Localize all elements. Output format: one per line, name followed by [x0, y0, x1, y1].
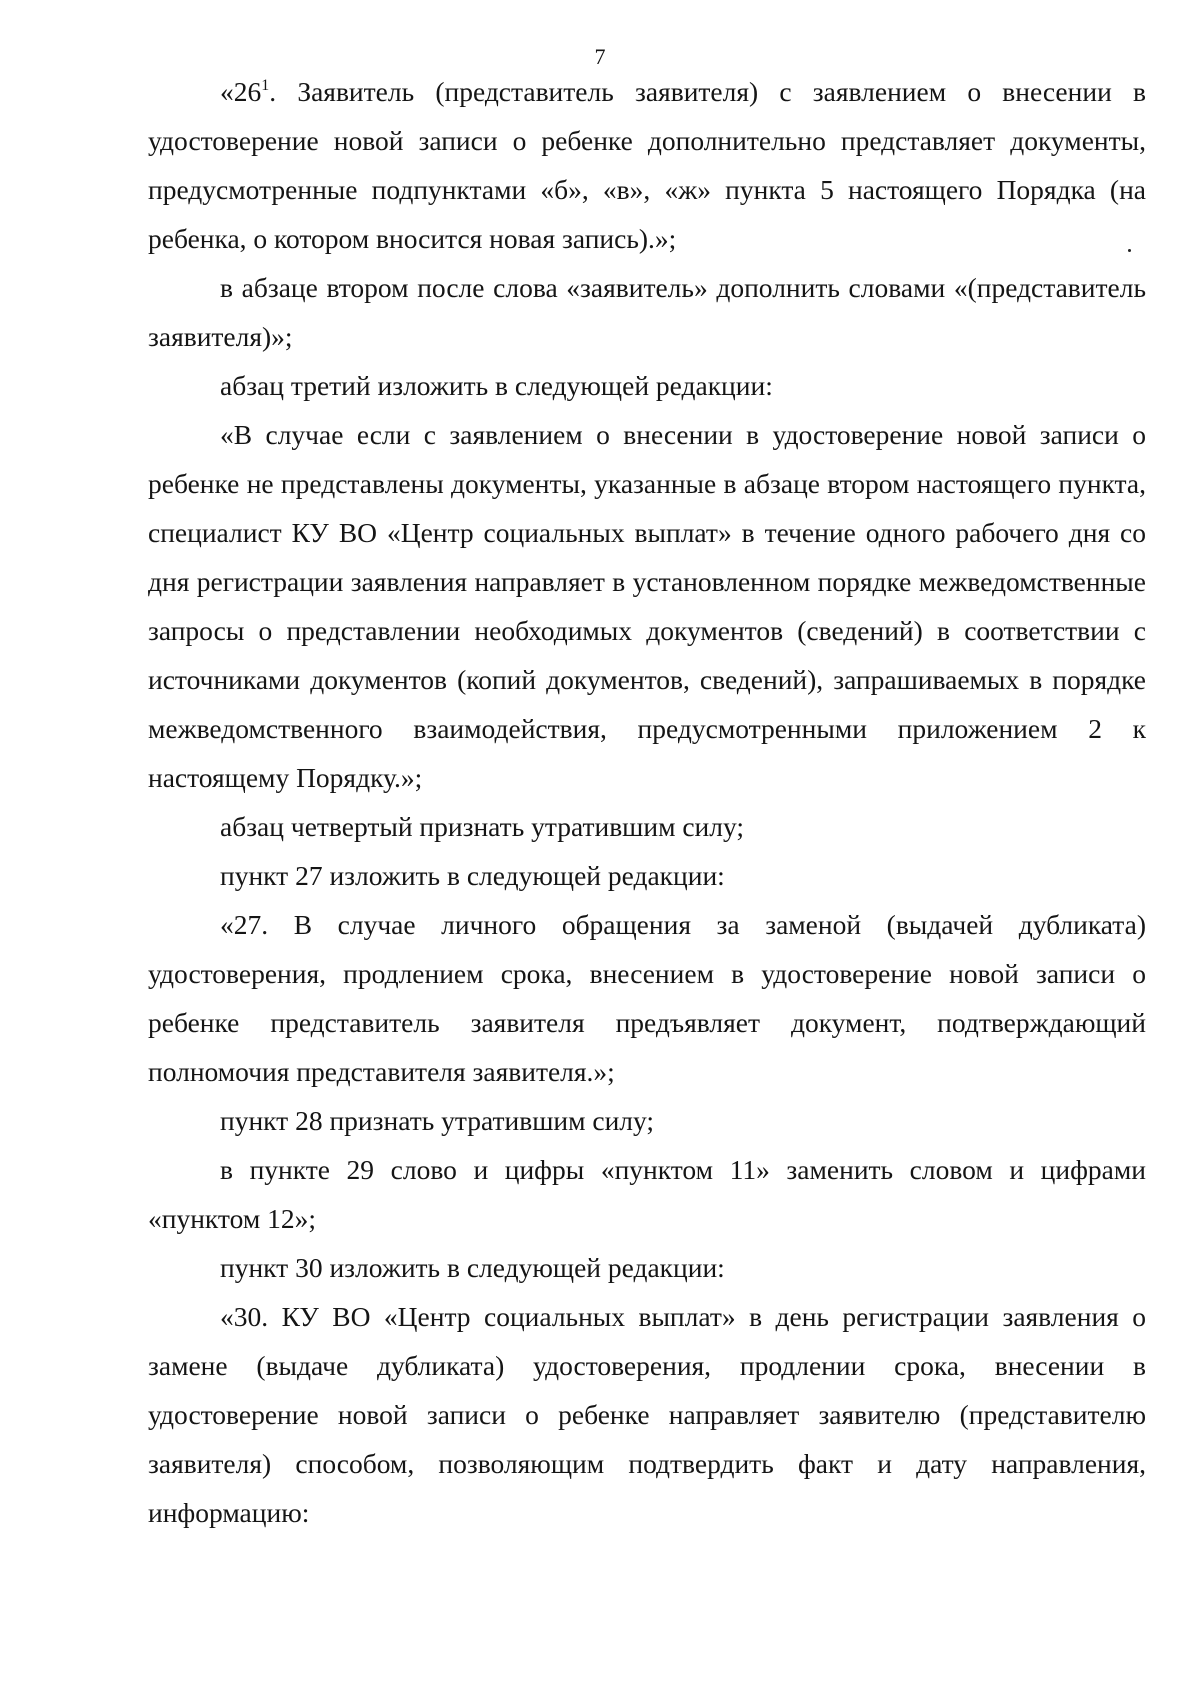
scan-mark [1128, 249, 1131, 252]
amendment-point-28: пункт 28 признать утратившим силу; [220, 1105, 655, 1136]
amendment-paragraph-fourth: абзац четвертый признать утратившим силу; [220, 811, 745, 842]
paragraph-26-1-start: «26 [220, 76, 262, 107]
paragraph-26-1 [148, 67, 1146, 263]
page-number: 7 [594, 44, 606, 69]
amendment-point-30-heading: пункт 30 изложить в следующей редакции: [220, 1252, 725, 1283]
amendment-paragraph-second: в абзаце втором после слова «заявитель» дополнить словами «(представитель заявителя)»; [148, 272, 1146, 352]
amendment-point-27-text: «27. В случае личного обращения за заменой (выдачей дубликата) удостоверения, продлением срока, внесением в удостоверение новой записи о ребенке представитель заявителя предъявляет документ, подтверждающий полномочия представителя заявителя.»; [148, 909, 1146, 1087]
paragraph-26-1-superscript: 1 [261, 76, 270, 94]
amendment-paragraph-third-heading: абзац третий изложить в следующей редакции: [220, 370, 773, 401]
amendment-point-27-heading: пункт 27 изложить в следующей редакции: [220, 860, 725, 891]
amendment-paragraph-third-text: «В случае если с заявлением о внесении в удостоверение новой записи о ребенке не представлены документы, указанные в абзаце втором настоящего пункта, специалист КУ ВО «Центр социальных выплат» в течение одного рабочего дня со дня регистрации заявления направляет в установленном порядке межведомственные запросы о представлении необходимых документов (сведений) в соответствии с источниками документов (копий документов, сведений), запрашиваемых в порядке межведомственного взаимодействия, предусмотренными приложением 2 к настоящему Порядку.»; [148, 419, 1146, 793]
amendment-point-30-text: «30. КУ ВО «Центр социальных выплат» в день регистрации заявления о замене (выдаче дубликата) удостоверения, продлении срока, внесении в удостоверение новой записи о ребенке направляет заявителю (представителю заявителя) способом, позволяющим подтвердить факт и дату направления, информацию: [148, 1301, 1146, 1528]
amendment-point-29: в пункте 29 слово и цифры «пунктом 11» заменить словом и цифрами «пунктом 12»; [148, 1154, 1146, 1234]
paragraph-26-1-text: . Заявитель (представитель заявителя) с заявлением о внесении в удостоверение новой записи о ребенке дополнительно представляет документы, предусмотренные подпунктами «б», «в», «ж» пункта 5 настоящего Порядка (на ребенка, о котором вносится новая запись).»; [148, 76, 1146, 254]
document-body [148, 67, 1146, 1537]
